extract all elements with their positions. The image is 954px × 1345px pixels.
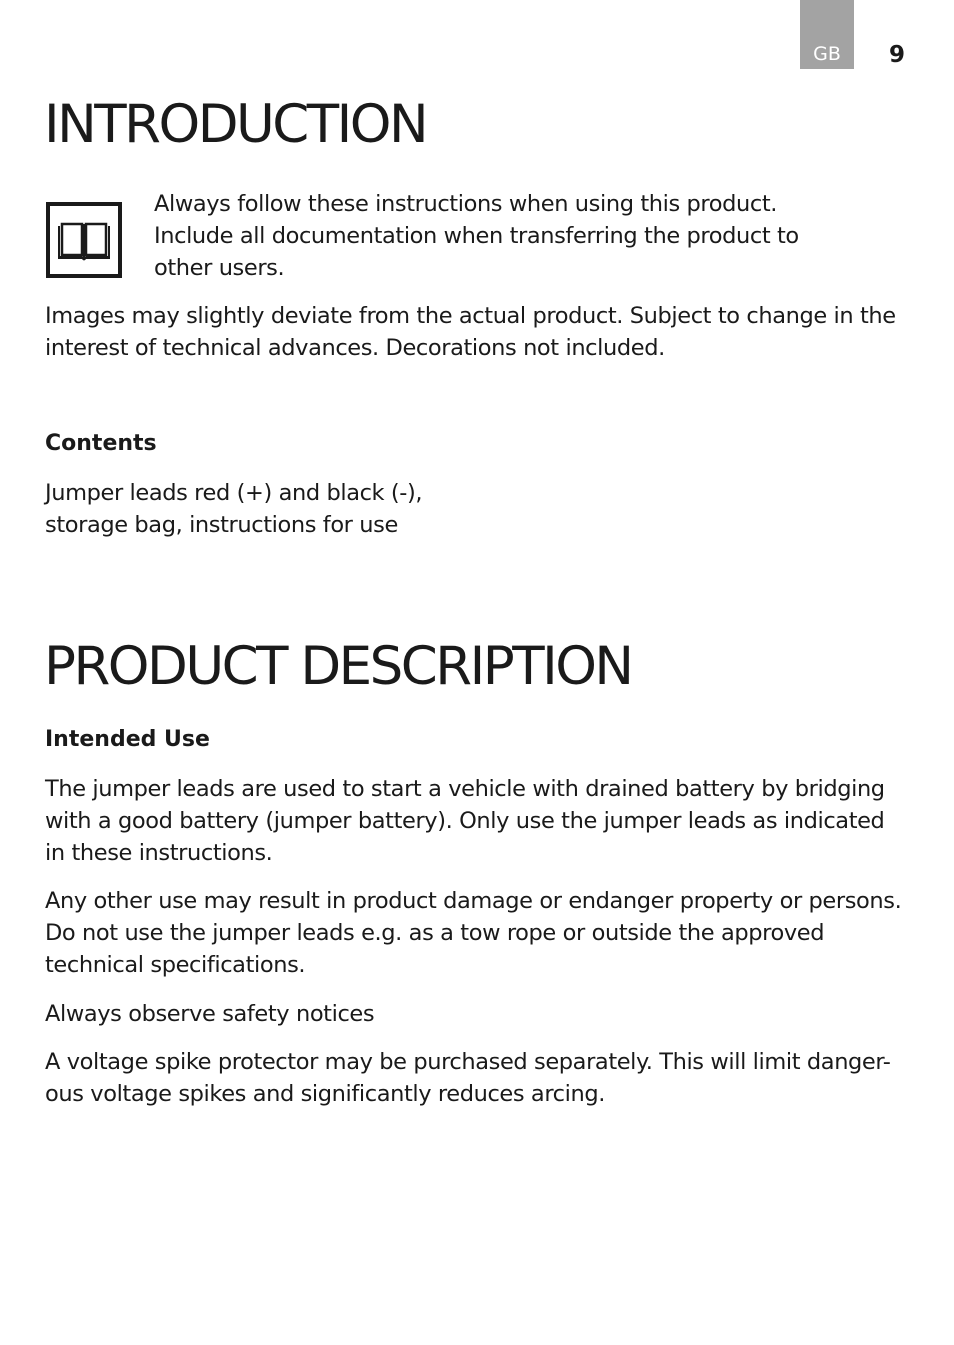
contents-paragraph: Jumper leads red (+) and black (-), storage bag, instructions for use — [45, 480, 423, 538]
intended-use-paragraph-3: Always observe safety notices — [45, 1001, 375, 1027]
intended-use-paragraph-4: A voltage spike protector may be purchased separately. This will limit danger- ous voltage spikes and significantly reduces arcing. — [45, 1049, 891, 1107]
contents-heading: Contents — [45, 431, 157, 456]
introduction-title: INTRODUCTION — [44, 94, 427, 155]
notice-paragraph: Always follow these instructions when using this product. Include all documentation when transferring the product to other users. — [154, 191, 799, 281]
language-tab: GB — [800, 0, 854, 69]
disclaimer-paragraph: Images may slightly deviate from the actual product. Subject to change in the interest of technical advances. Decorations not included. — [45, 303, 896, 361]
intended-use-paragraph-1: The jumper leads are used to start a vehicle with drained battery by bridging with a good battery (jumper battery). Only use the jumper leads as indicated in these instructions. — [45, 776, 885, 866]
intended-use-paragraph-2: Any other use may result in product damage or endanger property or persons. Do not use the jumper leads e.g. as a tow rope or outside the approved technical specifications. — [45, 888, 902, 978]
product-description-title: PRODUCT DESCRIPTION — [44, 636, 632, 697]
intended-use-heading: Intended Use — [45, 727, 210, 752]
book-icon — [46, 202, 122, 278]
page-number: 9 — [889, 42, 906, 68]
